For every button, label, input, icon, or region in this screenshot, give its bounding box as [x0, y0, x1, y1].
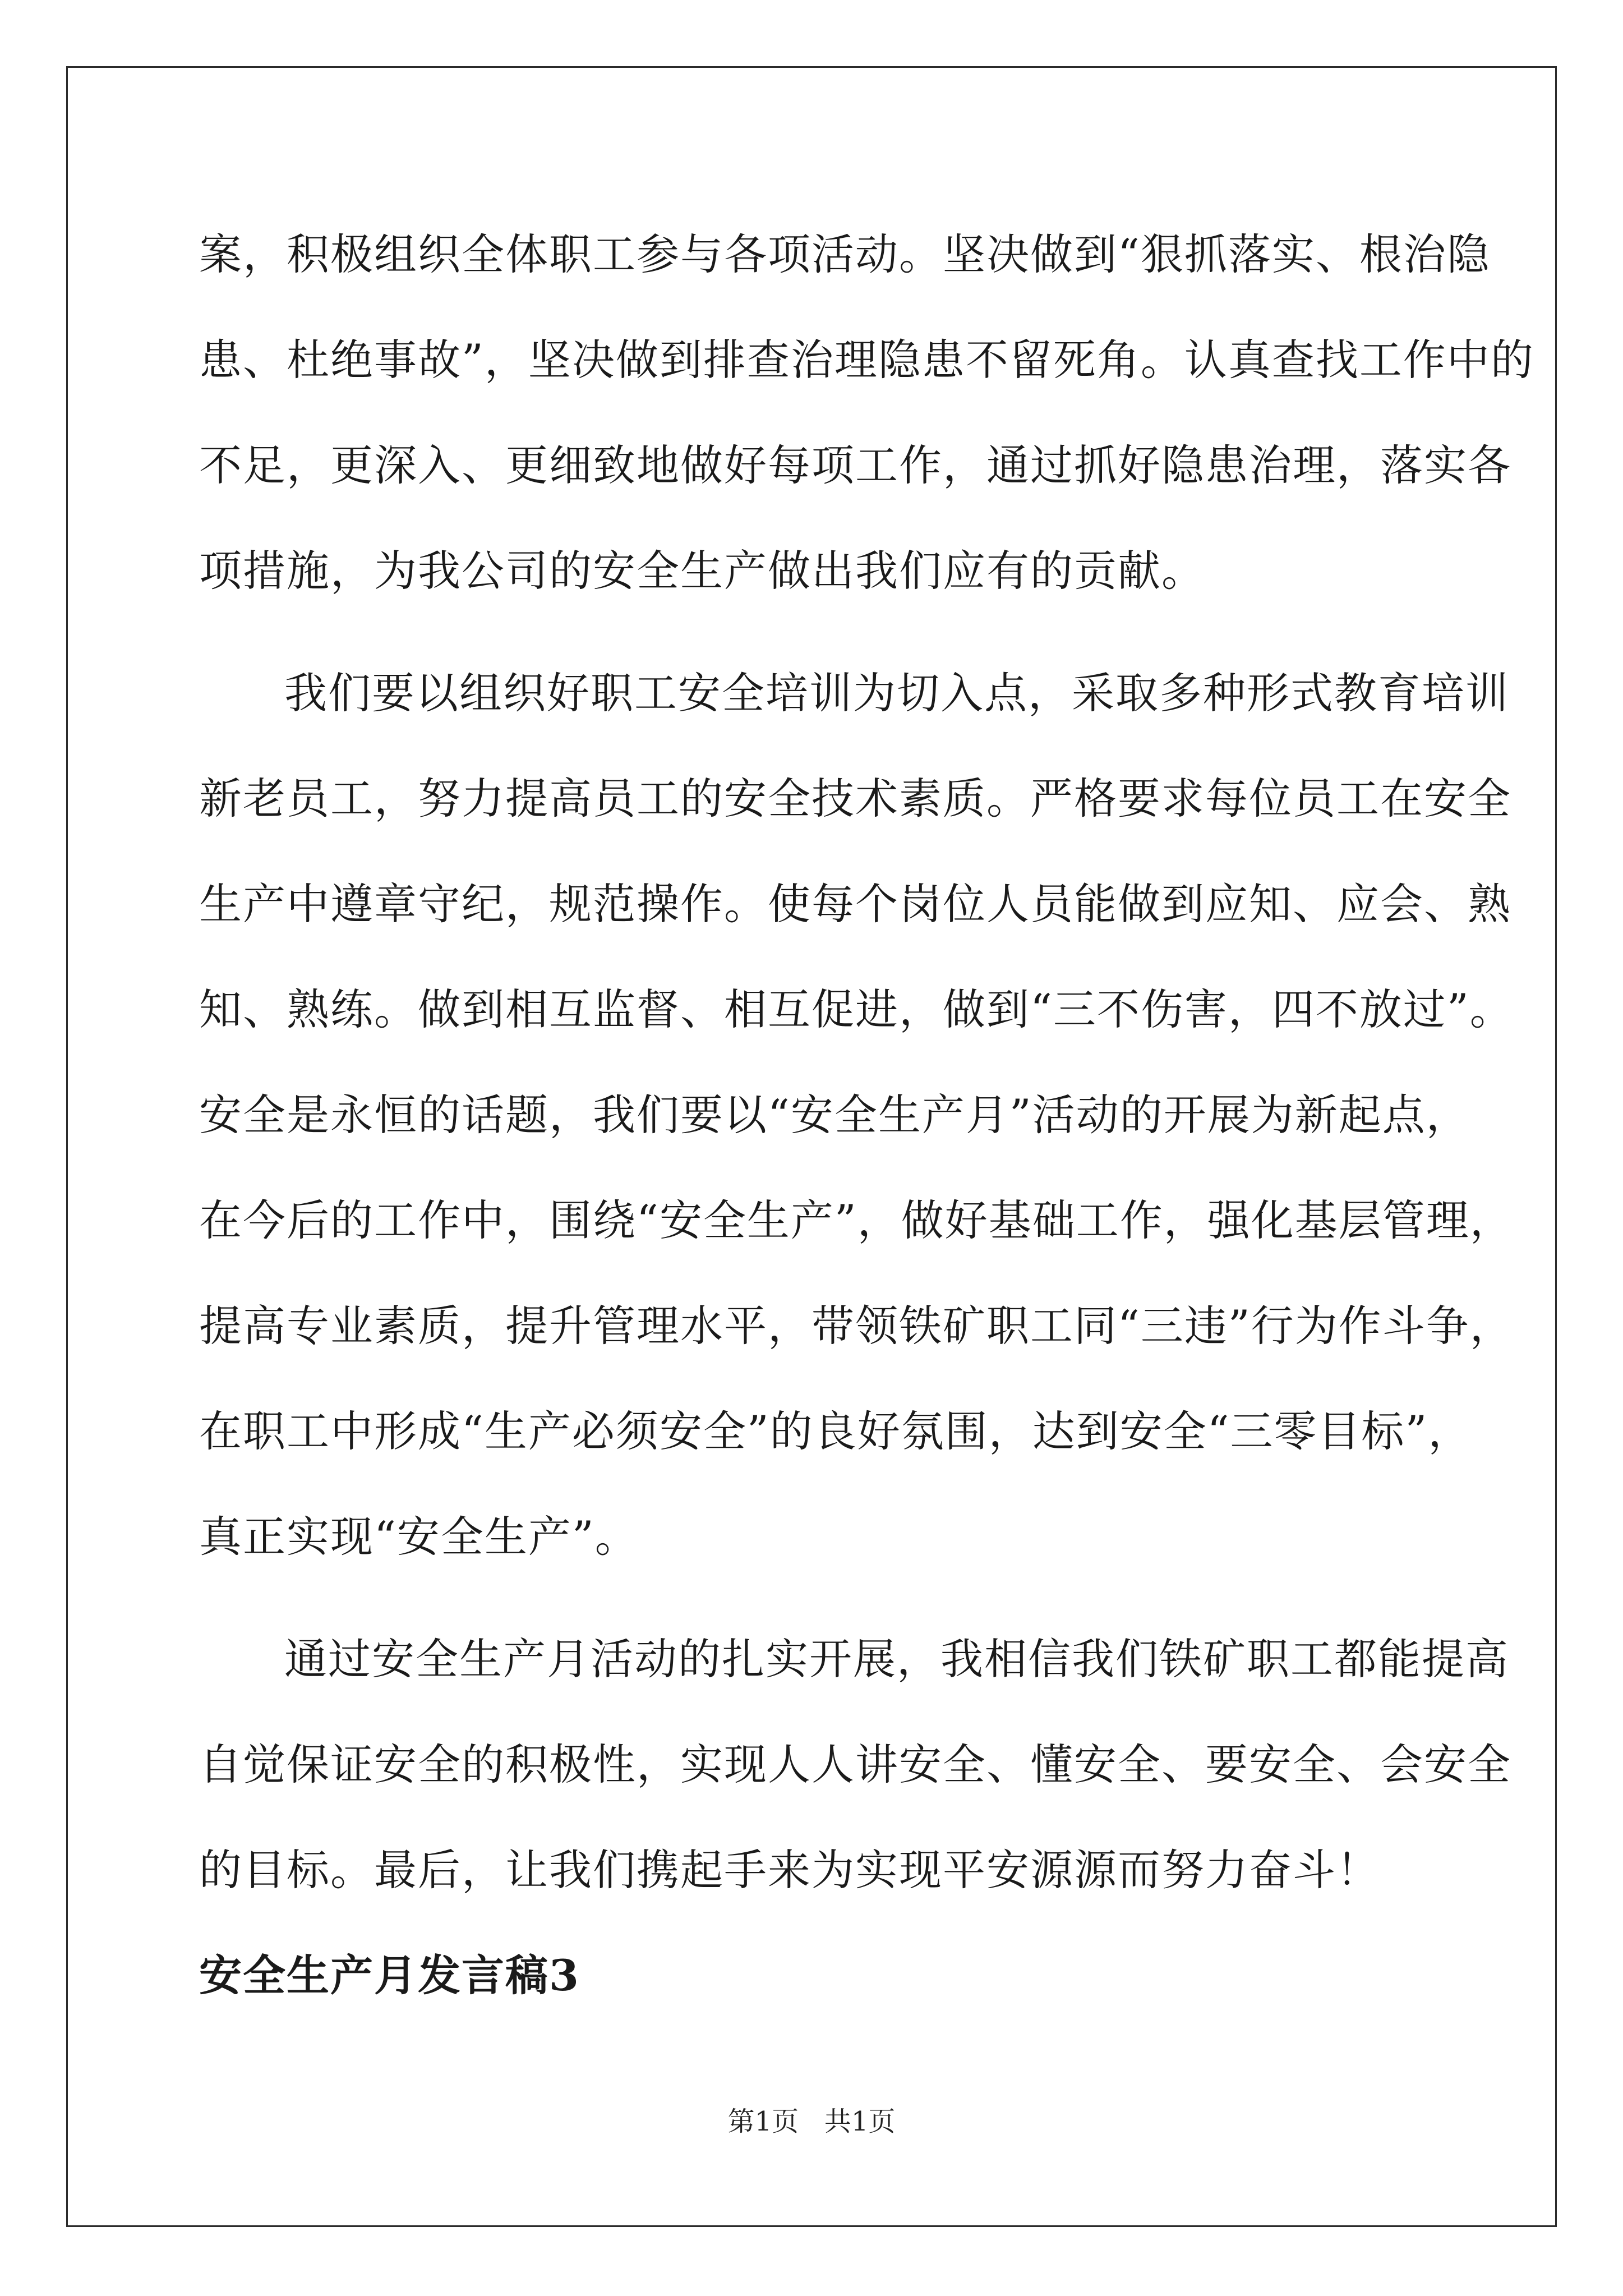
text-line: 不足，更深入、更细致地做好每项工作，通过抓好隐患治理，落实各 — [199, 440, 1511, 490]
text-line: 项措施，为我公司的安全生产做出我们应有的贡献。 — [199, 546, 1205, 596]
text-line: 真正实现“安全生产”。 — [199, 1512, 639, 1562]
text-line: 案，积极组织全体职工参与各项活动。坚决做到“狠抓落实、根治隐 — [199, 229, 1491, 279]
paragraph-1 — [199, 202, 1534, 624]
text-line: 在职工中形成“生产必须安全”的良好氛围，达到安全“三零目标”， — [199, 1406, 1472, 1456]
text-line: 提高专业素质，提升管理水平，带领铁矿职工同“三违”行为作斗争， — [199, 1301, 1514, 1351]
text-line: 新老员工，努力提高员工的安全技术素质。严格要求每位员工在安全 — [199, 774, 1511, 823]
text-line: 我们要以组织好职工安全培训为切入点，采取多种形式教育培训 — [284, 668, 1509, 718]
text-line: 自觉保证安全的积极性，实现人人讲安全、懂安全、要安全、会安全 — [199, 1740, 1511, 1789]
text-line: 的目标。最后，让我们携起手来为实现平安源源而努力奋斗！ — [199, 1845, 1380, 1895]
text-line: 通过安全生产月活动的扎实开展，我相信我们铁矿职工都能提高 — [284, 1634, 1509, 1684]
text-line: 在今后的工作中，围绕“安全生产”，做好基础工作，强化基层管理， — [199, 1195, 1514, 1245]
text-line: 生产中遵章守纪，规范操作。使每个岗位人员能做到应知、应会、熟 — [199, 879, 1511, 929]
page-number-footer: 第1页 共1页 — [727, 2106, 896, 2137]
text-line: 知、熟练。做到相互监督、相互促进，做到“三不伤害，四不放过”。 — [199, 984, 1514, 1034]
text-line: 患、杜绝事故”，坚决做到排查治理隐患不留死角。认真查找工作中的 — [199, 335, 1534, 385]
paragraph-2 — [199, 641, 1514, 1590]
paragraph-3 — [199, 1607, 1511, 1923]
text-line: 安全是永恒的话题，我们要以“安全生产月”活动的开展为新起点， — [199, 1090, 1470, 1140]
document-body — [199, 202, 1534, 2028]
section-heading: 安全生产月发言稿3 — [199, 1950, 580, 2000]
